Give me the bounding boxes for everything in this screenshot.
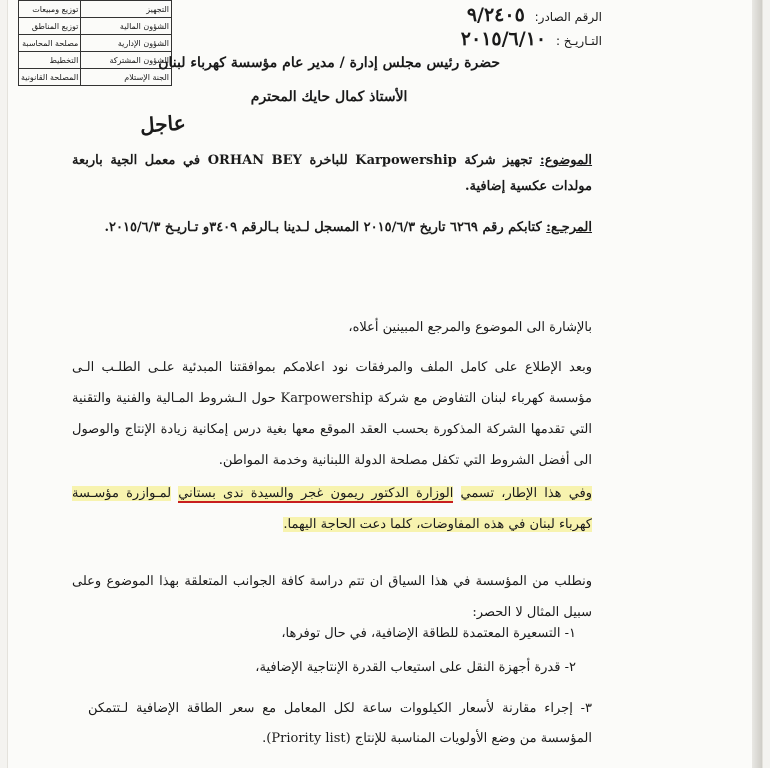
routing-label: الجنة الإستلام <box>81 69 172 86</box>
routing-row <box>19 52 172 69</box>
subject-company: Karpowership <box>355 153 457 168</box>
reference-paragraph <box>72 214 592 242</box>
body-paragraph-3: ونطلب من المؤسسة في هذا السياق ان تتم دراسة كافة الجوانب المتعلقة بهذا الموضوع وعلى سبيل المثال لا الحصر: <box>72 574 592 620</box>
page-edge-shadow <box>752 0 762 768</box>
routing-label: الشؤون المشتركة <box>81 52 172 69</box>
routing-label: التجهيز <box>81 1 172 18</box>
para2-names: الوزارة الدكتور ريمون غجر والسيدة ندى بستاني <box>178 486 454 501</box>
routing-row <box>19 1 172 18</box>
list-text: التسعيرة المعتمدة للطاقة الإضافية، في حال توفرها، <box>281 626 561 641</box>
list-number: ٢- <box>564 660 576 675</box>
routing-table <box>18 0 172 86</box>
routing-row <box>19 69 172 86</box>
routing-target: المصلحة القانونية <box>19 69 81 86</box>
body-paragraph-1 <box>72 352 592 476</box>
subject-text-before: تجهيز شركة <box>464 153 533 168</box>
routing-label: الشؤون الإدارية <box>81 35 172 52</box>
para1-company: Karpowership <box>280 391 373 406</box>
routing-target: توزيع ومبيعات <box>19 1 81 18</box>
routing-target: توزيع المناطق <box>19 18 81 35</box>
list-text: قدرة أجهزة النقل على استيعاب القدرة الإنتاجية الإضافية، <box>255 660 561 675</box>
reference-block <box>461 4 602 52</box>
subject-ship: ORHAN BEY <box>207 153 302 168</box>
ref-number-value: ٩/٢٤٠٥ <box>466 4 525 26</box>
subject-label: الموضوع: <box>539 153 593 168</box>
addressee-line1: حضرة رئيس مجلس إدارة / مدير عام مؤسسة كهرباء لبنان <box>158 55 500 71</box>
list-item <box>255 660 576 675</box>
list-number: ١- <box>564 626 576 641</box>
ref-number-label: الرقم الصادر: <box>534 10 602 24</box>
routing-row <box>19 35 172 52</box>
para2-after: لمـوازرة مؤسـسة كهرباء لبنان في هذه المفاوضات، كلما دعت الحاجة اليهما. <box>72 486 592 532</box>
para1-before: وبعد الإطلاع على كامل الملف والمرفقات نود اعلامكم بموافقتنا المبدئية علـى الطلـب الـى مؤسسة كهرباء لبنان التفاوض مع شركة <box>72 360 592 406</box>
routing-row <box>19 18 172 35</box>
ref-date-value: ٢٠١٥/٦/١٠ <box>460 28 547 50</box>
handwritten-note: عاجل <box>139 110 187 138</box>
list-item <box>281 626 576 641</box>
para1-after: حول الـشروط المـالية والفنية والتقنية التي تقدمها الشركة المذكورة بحسب العقد الموقع معها بغية درس إمكانية زيادة الإنتاج والوصول الى أفضل الشروط التي تكفل مصلحة الدولة اللبنانية وخدمة المواطن. <box>72 391 592 468</box>
intro-paragraph: بالإشارة الى الموضوع والمرجع المبينين أعلاه، <box>348 320 592 335</box>
reference-label: المرجـع: <box>546 220 592 235</box>
para2-before: وفي هذا الإطار، تسمي <box>460 486 593 501</box>
routing-target: مصلحة المحاسبة <box>19 35 81 52</box>
ref-date-label: التـاريـخ : <box>555 34 602 48</box>
subject-text-mid: للباخرة <box>309 153 348 168</box>
list-item <box>88 694 592 754</box>
list-number: ٣- <box>580 701 593 716</box>
letter-page <box>8 0 762 768</box>
reference-text: كتابكم رقم ٦٢٦٩ تاريخ ٢٠١٥/٦/٣ المسجل لـدينا بـالرقم ٣٤٠٩و تـاريـخ ٢٠١٥/٦/٣. <box>104 220 542 235</box>
routing-label: الشؤون المالية <box>81 18 172 35</box>
body-paragraph-2 <box>72 478 592 540</box>
list-text: إجراء مقارنة لأسعار الكيلووات ساعة لكل المعامل مع سعر الطاقة الإضافية لـتتمكن المؤسسة من وضع الأولويات المناسبة للإنتاج <box>88 701 592 746</box>
addressee-line2: الأستاذ كمال حايك المحترم <box>250 89 408 105</box>
subject-paragraph <box>72 148 592 200</box>
subject-text-after: في معمل الجية باربعة مولدات عكسية إضافية. <box>72 153 592 194</box>
list-text-end: . <box>262 731 267 746</box>
list-text-en: (Priority list) <box>266 731 351 746</box>
addressee <box>158 46 500 114</box>
routing-target: التخطيط <box>19 52 81 69</box>
